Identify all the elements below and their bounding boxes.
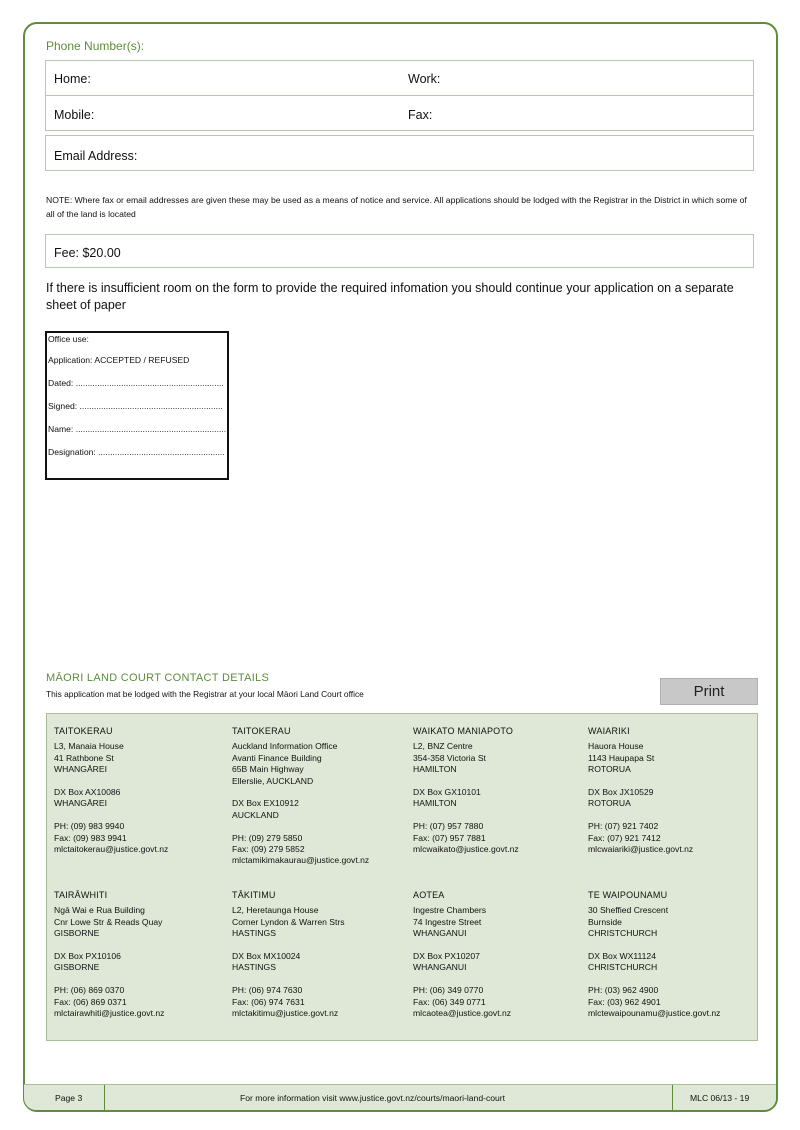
office-use-dated: Dated: .............................................................. [48,378,224,388]
office-block [54,890,164,1019]
line-gap [54,776,168,787]
line-gap [232,821,369,832]
notice-note: NOTE: Where fax or email addresses are given these may be used as a means of notice and service. All applications should be lodged with the Registrar in the District in which some of all of the land is located [46,195,747,219]
office-address-line: DX Box MX10024 [232,951,301,962]
fee-box [45,234,754,268]
office-address-line: Fax: (09) 279 5852 [232,844,305,855]
office-name: AOTEA [413,890,445,900]
footer-info-link[interactable]: For more information visit www.justice.govt.nz/courts/maori-land-court [240,1093,506,1103]
line-gap [413,776,519,787]
office-address-line: DX Box GX10101 [413,787,481,798]
office-use-title: Office use: [48,334,89,344]
office-name: TAITOKERAU [54,726,113,736]
contact-offices-panel [46,713,758,1041]
office-address-line: L2, BNZ Centre [413,741,473,752]
office-address-line: HASTINGS [232,962,276,973]
office-address-line: Fax: (06) 349 0771 [413,996,486,1007]
office-name: WAIARIKI [588,726,630,736]
office-address-line: 354-358 Victoria St [413,752,486,763]
office-address-line: ROTORUA [588,764,631,775]
office-email-link[interactable]: mlcwaiariki@justice.govt.nz [588,844,694,855]
office-address-line: L3, Manaia House [54,741,124,752]
phone-section-label: Phone Number(s): [46,39,145,53]
office-use-signed: Signed: ............................................................ [48,401,223,411]
line-gap [232,974,345,985]
office-address-line: DX Box JX10529 [588,787,654,798]
line-gap [588,974,720,985]
office-address-line: Ngā Wai e Rua Building [54,905,145,916]
office-address-line: Ingestre Chambers [413,905,487,916]
office-email-link[interactable]: mlctairawhiti@justice.govt.nz [54,1008,165,1019]
email-row [45,135,754,171]
office-address-line: PH: (07) 957 7880 [413,821,484,832]
office-email-link[interactable]: mlcwaikato@justice.govt.nz [413,844,519,855]
fax-field[interactable]: Fax: [408,108,433,122]
office-name: WAIKATO MANIAPOTO [413,726,514,736]
office-block [232,890,345,1019]
office-block [413,726,519,855]
office-address-line: Fax: (09) 983 9941 [54,832,127,843]
office-address-line: DX Box EX10912 [232,798,299,809]
office-address-line: PH: (09) 279 5850 [232,832,303,843]
line-gap [232,787,369,798]
office-address-line: Hauora House [588,741,644,752]
print-button[interactable]: Print [660,678,758,705]
footer-form-code: MLC 06/13 - 19 [690,1093,750,1103]
office-email-link[interactable]: mlctakitimu@justice.govt.nz [232,1008,339,1019]
office-address-line: GISBORNE [54,962,100,973]
office-address-line: Avanti Finance Building [232,752,322,763]
footer-divider [672,1085,673,1111]
office-block [588,726,693,855]
office-use-box [45,331,229,480]
office-address-line: PH: (07) 921 7402 [588,821,659,832]
office-address-line: L2, Heretaunga House [232,905,319,916]
office-address-line: CHRISTCHURCH [588,928,658,939]
office-email-link[interactable]: mlctaitokerau@justice.govt.nz [54,844,169,855]
office-address-line: Fax: (06) 974 7631 [232,996,305,1007]
work-phone-field[interactable]: Work: [408,72,441,86]
line-gap [588,810,693,821]
office-address-line: HAMILTON [413,764,457,775]
office-block [588,890,720,1019]
office-address-line: AUCKLAND [232,809,279,820]
contact-details-subtitle: This application mat be lodged with the Registrar at your local Māori Land Court office [46,689,364,699]
office-block [413,890,511,1019]
office-address-line: WHANGĀREI [54,764,107,775]
office-address-line: PH: (06) 349 0770 [413,985,484,996]
line-gap [588,776,693,787]
office-address-line: 30 Sheffied Crescent [588,905,669,916]
office-email-link[interactable]: mlcaotea@justice.govt.nz [413,1008,512,1019]
office-address-line: Burnside [588,916,622,927]
office-address-line: Auckland Information Office [232,741,338,752]
office-address-line: Fax: (07) 957 7881 [413,832,486,843]
line-gap [54,940,164,951]
office-address-line: WHANGĀREI [54,798,107,809]
office-address-line: GISBORNE [54,928,100,939]
office-address-line: WHANGANUI [413,962,467,973]
office-name: TĀKITIMU [232,890,276,900]
office-block [54,726,168,855]
line-gap [54,810,168,821]
office-address-line: Fax: (03) 962 4901 [588,996,661,1007]
office-address-line: PH: (06) 974 7630 [232,985,303,996]
office-address-line: PH: (03) 962 4900 [588,985,659,996]
office-address-line: Fax: (07) 921 7412 [588,832,661,843]
mobile-phone-field[interactable]: Mobile: [54,108,95,122]
line-gap [588,940,720,951]
office-address-line: PH: (06) 869 0370 [54,985,125,996]
office-address-line: 41 Rathbone St [54,752,114,763]
line-gap [413,810,519,821]
office-address-line: Cnr Lowe Str & Reads Quay [54,916,163,927]
office-address-line: 65B Main Highway [232,764,304,775]
email-field[interactable]: Email Address: [54,149,138,163]
office-use-designation: Designation: ..................................................... [48,447,225,457]
office-address-line: DX Box PX10207 [413,951,480,962]
home-work-row [45,60,754,96]
page-footer [24,1084,776,1110]
office-name: TAIRĀWHITI [54,890,108,900]
footer-page-number: Page 3 [55,1093,83,1103]
office-address-line: 1143 Haupapa St [588,752,655,763]
fee-label: Fee: $20.00 [54,246,121,260]
office-use-name: Name: ............................................................... [48,424,227,434]
office-address-line: HAMILTON [413,798,457,809]
office-email-link[interactable]: mlctamikimakaurau@justice.govt.nz [232,855,370,866]
footer-divider [104,1085,105,1111]
office-address-line: Ellerslie, AUCKLAND [232,775,314,786]
office-address-line: 74 Ingestre Street [413,916,482,927]
home-phone-field[interactable]: Home: [54,72,91,86]
office-address-line: Corner Lyndon & Warren Strs [232,916,345,927]
line-gap [232,940,345,951]
office-use-application: Application: ACCEPTED / REFUSED [48,355,190,365]
office-name: TE WAIPOUNAMU [588,890,668,900]
office-address-line: Fax: (06) 869 0371 [54,996,127,1007]
office-address-line: WHANGANUI [413,928,467,939]
office-address-line: ROTORUA [588,798,631,809]
office-block [232,726,369,867]
office-address-line: DX Box AX10086 [54,787,121,798]
line-gap [413,974,511,985]
office-address-line: HASTINGS [232,928,276,939]
contact-details-title: MĀORI LAND COURT CONTACT DETAILS [46,672,270,684]
office-address-line: DX Box WX11124 [588,951,656,962]
line-gap [413,940,511,951]
office-email-link[interactable]: mlctewaipounamu@justice.govt.nz [588,1008,721,1019]
office-address-line: CHRISTCHURCH [588,962,658,973]
mobile-fax-row [45,95,754,131]
insufficient-room-note: If there is insufficient room on the form to provide the required infomation you should continue your application on a separate sheet of paper [46,281,734,312]
line-gap [54,974,164,985]
office-address-line: PH: (09) 983 9940 [54,821,125,832]
office-address-line: DX Box PX10106 [54,951,121,962]
office-name: TAITOKERAU [232,726,291,736]
